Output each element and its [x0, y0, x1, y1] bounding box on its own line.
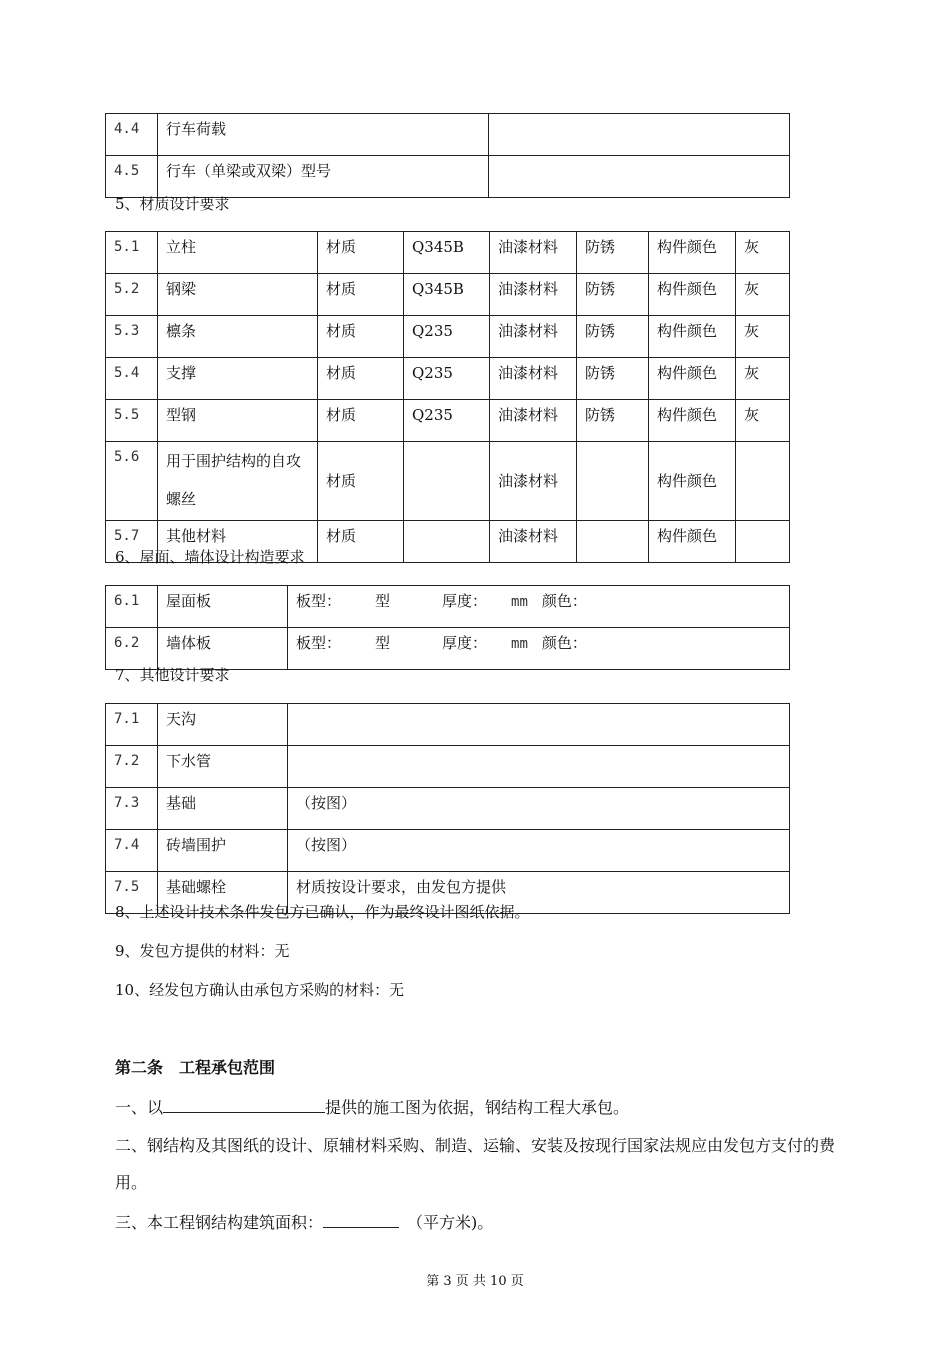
color-label: 构件颜色 [649, 316, 736, 358]
row-number: 7.4 [106, 830, 158, 872]
panel-thickness-unit: mm [511, 594, 528, 610]
material-value: Q235 [404, 316, 490, 358]
material-value: Q345B [404, 232, 490, 274]
blank-field [163, 1094, 325, 1113]
material-label: 材质 [318, 274, 404, 316]
material-label: 材质 [318, 521, 404, 563]
color-value: 灰 [736, 358, 790, 400]
item-name: 天沟 [158, 704, 288, 746]
component-name: 钢梁 [158, 274, 318, 316]
material-value: Q345B [404, 274, 490, 316]
color-value: 灰 [736, 400, 790, 442]
color-value [736, 521, 790, 563]
row-number: 5.6 [106, 442, 158, 521]
blank-field [323, 1209, 399, 1228]
material-value [404, 442, 490, 521]
component-name: 其他材料 [158, 521, 318, 563]
table-row [106, 586, 790, 628]
row-number: 5.1 [106, 232, 158, 274]
table-row [106, 704, 790, 746]
item-value [288, 704, 790, 746]
material-label: 材质 [318, 442, 404, 521]
material-label: 材质 [318, 316, 404, 358]
item-10-text: 10、经发包方确认由承包方采购的材料：无 [115, 981, 405, 999]
article-heading: 工程承包范围 [179, 1058, 276, 1077]
row-number: 4.5 [106, 156, 158, 198]
row-number: 6.2 [106, 628, 158, 670]
paint-value: 防锈 [577, 400, 649, 442]
component-name: 型钢 [158, 400, 318, 442]
row-number: 7.2 [106, 746, 158, 788]
row-label: 行车（单梁或双梁）型号 [158, 156, 489, 198]
table-5 [105, 231, 790, 563]
row-value [489, 114, 790, 156]
table-row [106, 746, 790, 788]
paint-label: 油漆材料 [490, 232, 577, 274]
table-row [106, 358, 790, 400]
row-number: 7.1 [106, 704, 158, 746]
table-6 [105, 585, 790, 670]
para-3-suffix: （平方米)。 [407, 1213, 494, 1232]
article-2-para-1 [115, 1094, 629, 1118]
material-value: Q235 [404, 358, 490, 400]
material-label: 材质 [318, 358, 404, 400]
item-8-text: 8、上述设计技术条件发包方已确认，作为最终设计图纸依据。 [115, 903, 530, 921]
paint-label: 油漆材料 [490, 521, 577, 563]
row-number: 6.1 [106, 586, 158, 628]
row-label: 行车荷载 [158, 114, 489, 156]
panel-thickness-label: 厚度： [442, 634, 488, 652]
row-number: 4.4 [106, 114, 158, 156]
component-name: 支撑 [158, 358, 318, 400]
row-number: 7.5 [106, 872, 158, 914]
panel-type-label: 板型： [296, 634, 342, 652]
paint-label: 油漆材料 [490, 316, 577, 358]
material-label: 材质 [318, 400, 404, 442]
panel-type-unit: 型 [375, 592, 391, 610]
item-value: （按图） [288, 830, 790, 872]
paint-value: 防锈 [577, 316, 649, 358]
row-number: 5.5 [106, 400, 158, 442]
table-4 [105, 113, 790, 198]
paint-value: 防锈 [577, 358, 649, 400]
row-number: 5.2 [106, 274, 158, 316]
section-5-heading: 5、材质设计要求 [115, 195, 230, 213]
panel-thickness-label: 厚度： [442, 592, 488, 610]
article-2-para-2-line-1: 二、钢结构及其图纸的设计、原辅材料采购、制造、运输、安装及按现行国家法规应由发包方支付的费 [115, 1136, 836, 1155]
paint-value: 防锈 [577, 232, 649, 274]
article-2-title [115, 1055, 275, 1078]
section-7-heading: 7、其他设计要求 [115, 666, 230, 684]
paint-label: 油漆材料 [490, 274, 577, 316]
table-7 [105, 703, 790, 914]
para-1-suffix: 提供的施工图为依据，钢结构工程大承包。 [325, 1098, 630, 1117]
panel-spec [288, 628, 790, 670]
component-name: 用于围护结构的自攻螺丝 [158, 442, 318, 521]
item-name: 下水管 [158, 746, 288, 788]
table-row [106, 232, 790, 274]
table-row [106, 316, 790, 358]
table-row [106, 400, 790, 442]
panel-color-label: 颜色： [541, 634, 587, 652]
material-value [404, 521, 490, 563]
paint-label: 油漆材料 [490, 400, 577, 442]
color-value: 灰 [736, 274, 790, 316]
paint-value [577, 521, 649, 563]
panel-spec [288, 586, 790, 628]
color-label: 构件颜色 [649, 232, 736, 274]
panel-name: 屋面板 [158, 586, 288, 628]
article-2-para-3 [115, 1209, 493, 1233]
component-name: 檩条 [158, 316, 318, 358]
panel-type-unit: 型 [375, 634, 391, 652]
table-row [106, 156, 790, 198]
para-1-prefix: 一、以 [115, 1098, 164, 1117]
color-label: 构件颜色 [649, 442, 736, 521]
article-number: 第二条 [115, 1058, 164, 1077]
table-row [106, 788, 790, 830]
row-number: 5.7 [106, 521, 158, 563]
material-label: 材质 [318, 232, 404, 274]
color-label: 构件颜色 [649, 400, 736, 442]
paint-value [577, 442, 649, 521]
item-value: 材质按设计要求，由发包方提供 [288, 872, 790, 914]
row-number: 5.3 [106, 316, 158, 358]
color-label: 构件颜色 [649, 521, 736, 563]
item-9-text: 9、发包方提供的材料：无 [115, 942, 290, 960]
paint-label: 油漆材料 [490, 442, 577, 521]
table-row [106, 114, 790, 156]
paint-label: 油漆材料 [490, 358, 577, 400]
paint-value: 防锈 [577, 274, 649, 316]
material-value: Q235 [404, 400, 490, 442]
component-name: 立柱 [158, 232, 318, 274]
panel-type-label: 板型： [296, 592, 342, 610]
color-label: 构件颜色 [649, 358, 736, 400]
panel-thickness-unit: mm [511, 636, 528, 652]
row-number: 7.3 [106, 788, 158, 830]
row-number: 5.4 [106, 358, 158, 400]
table-row [106, 442, 790, 521]
section-6-heading: 6、屋面、墙体设计构造要求 [115, 548, 305, 566]
panel-color-label: 颜色： [541, 592, 587, 610]
table-row [106, 274, 790, 316]
item-value [288, 746, 790, 788]
para-3-prefix: 三、本工程钢结构建筑面积： [115, 1213, 324, 1232]
article-2-para-2-line-2: 用。 [115, 1173, 148, 1192]
item-name: 砖墙围护 [158, 830, 288, 872]
page-footer: 第 3 页 共 10 页 [426, 1274, 524, 1289]
item-name: 基础 [158, 788, 288, 830]
color-value [736, 442, 790, 521]
panel-name: 墙体板 [158, 628, 288, 670]
item-name: 基础螺栓 [158, 872, 288, 914]
row-value [489, 156, 790, 198]
item-value: （按图） [288, 788, 790, 830]
color-label: 构件颜色 [649, 274, 736, 316]
color-value: 灰 [736, 316, 790, 358]
color-value: 灰 [736, 232, 790, 274]
table-row [106, 830, 790, 872]
